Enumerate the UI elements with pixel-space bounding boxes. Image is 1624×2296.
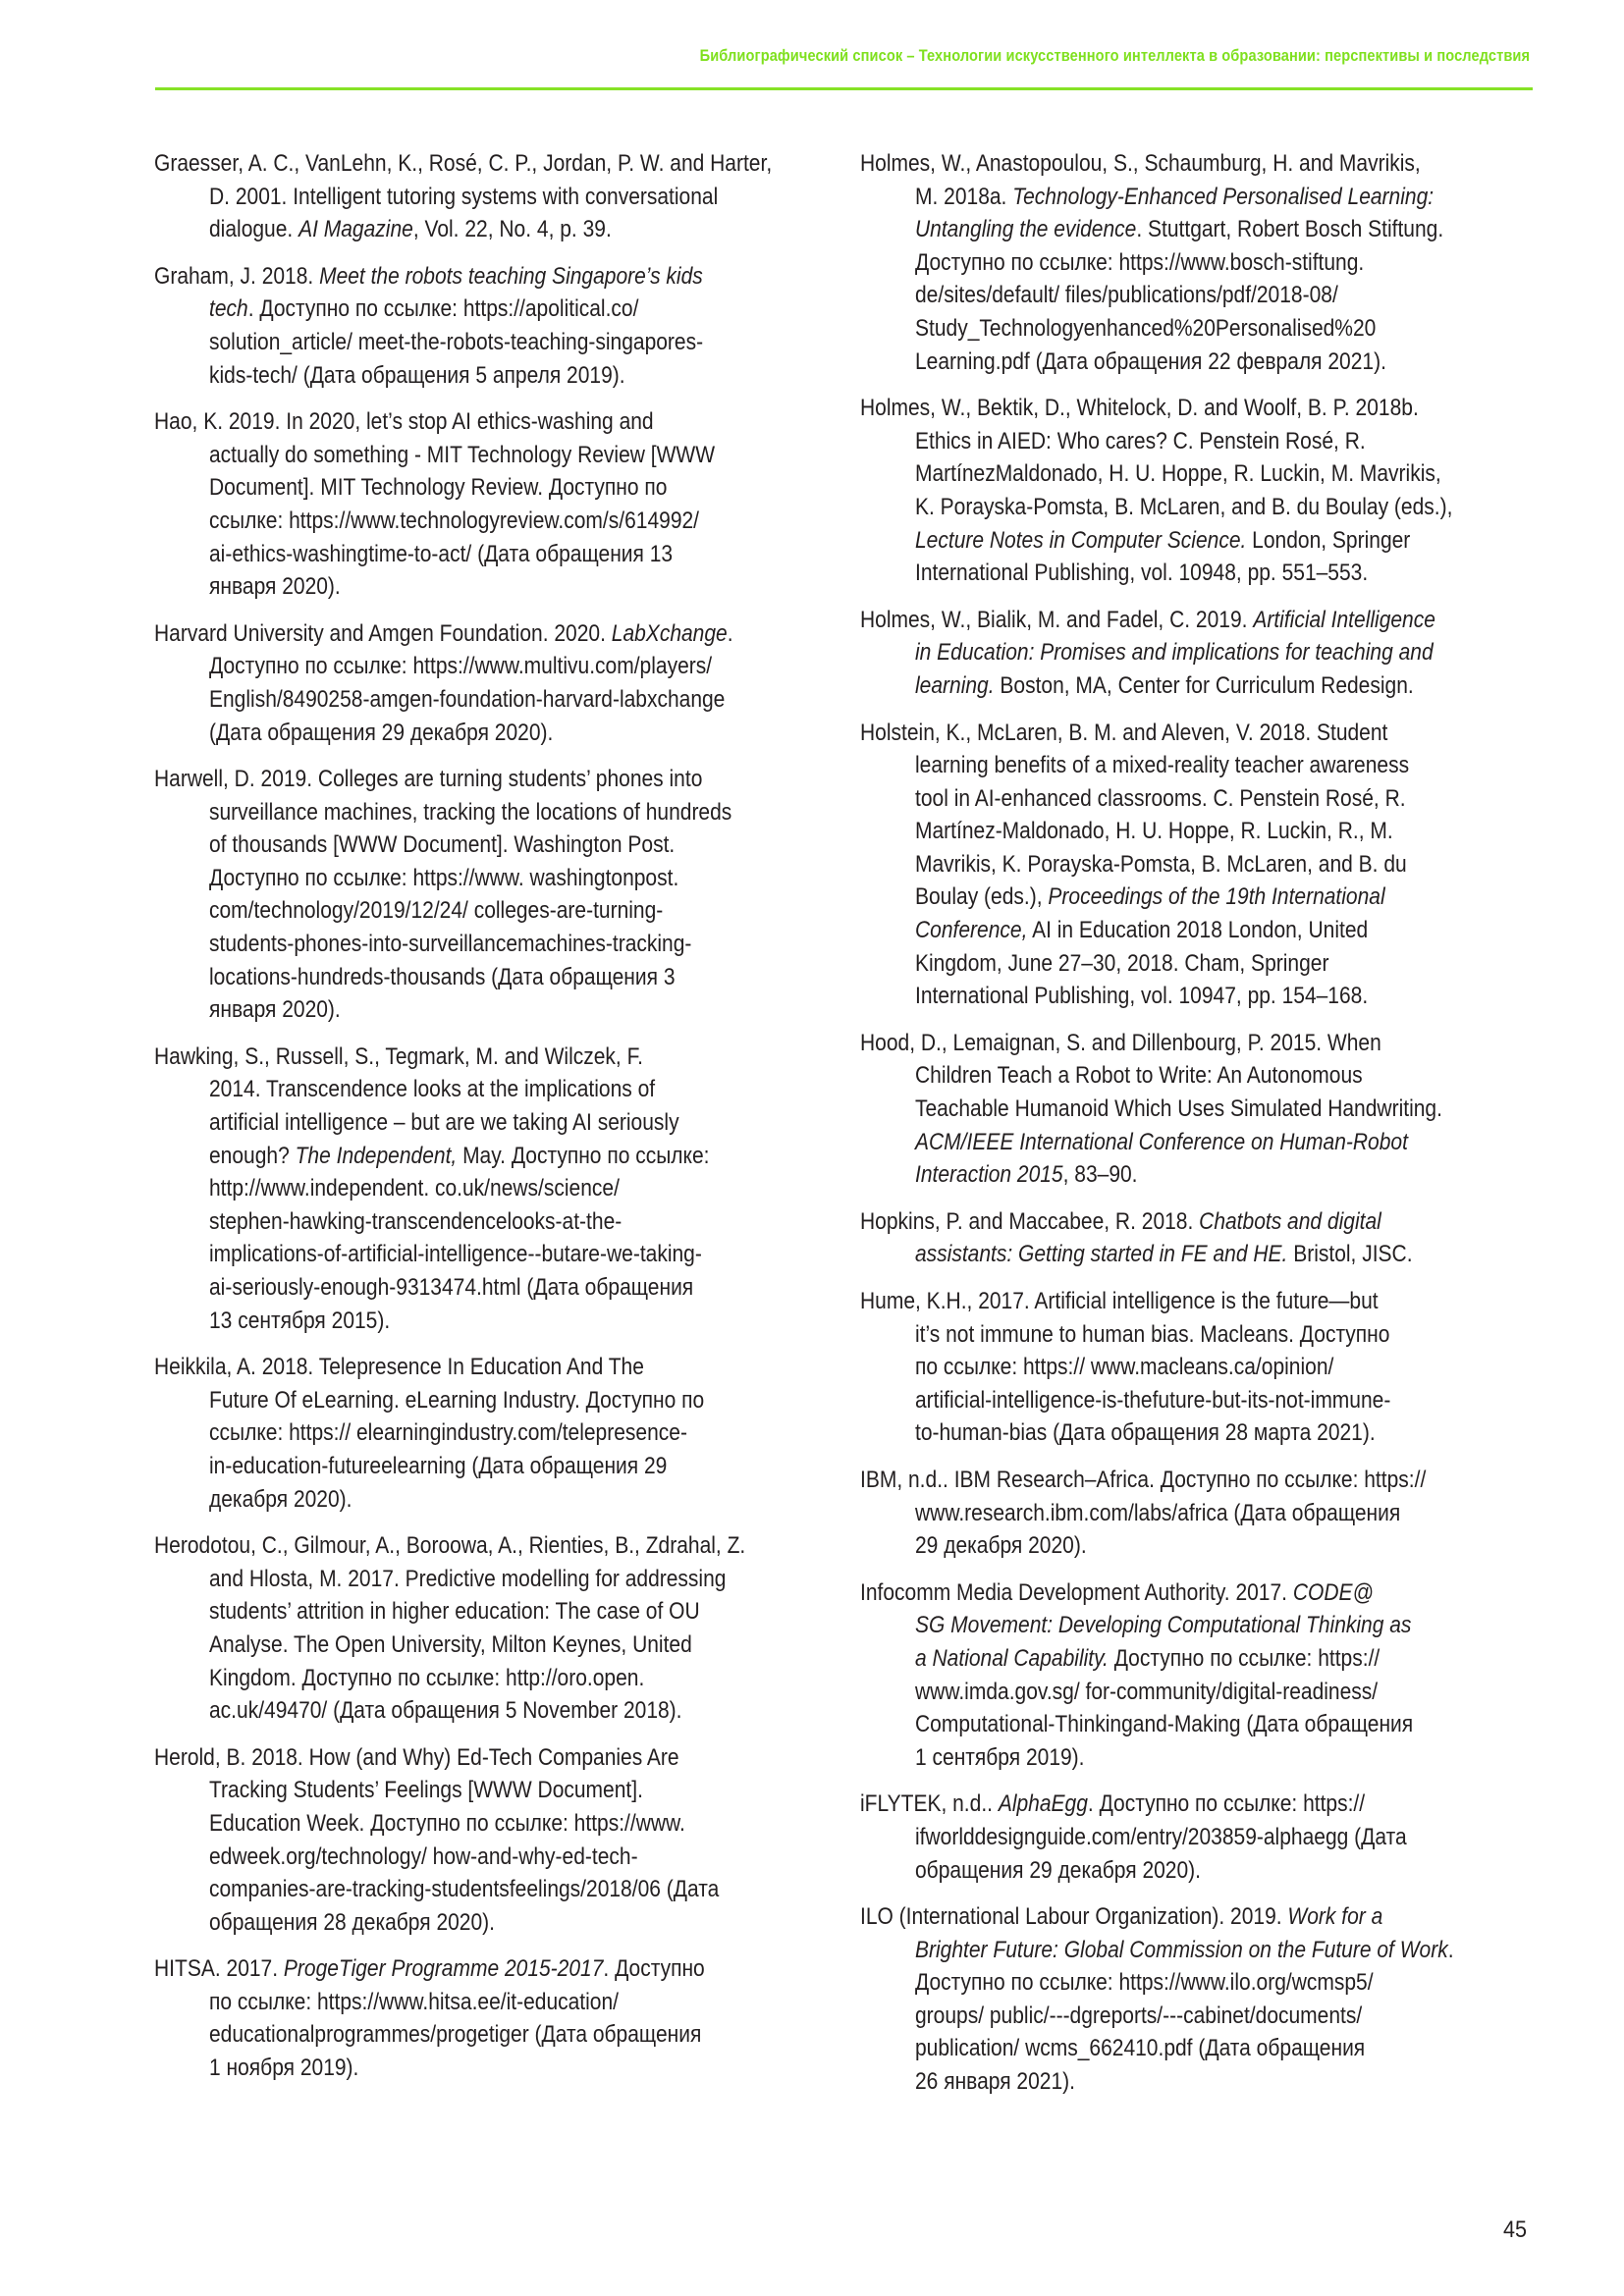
entry-line: www.imda.gov.sg/ for-community/digital-readiness/: [915, 1678, 1379, 1705]
entry-line: 1 сентября 2019).: [915, 1743, 1085, 1771]
entry-line: in Education: Promises and implications for teaching and: [915, 639, 1434, 667]
entry-line: MartínezMaldonado, H. U. Hoppe, R. Luckin, M. Mavrikis,: [915, 460, 1441, 488]
entry-line: groups/ public/---dgreports/---cabinet/documents/: [915, 2002, 1363, 2029]
entry-line: Study_Technologyenhanced%20Personalised%20: [915, 314, 1377, 342]
entry-line: Learning.pdf (Дата обращения 22 февраля 2021).: [915, 347, 1386, 375]
running-header: Библиографический список – Технологии искусственного интеллекта в образовании: перспективы и последствия: [699, 46, 1530, 65]
bibliography-entry: [154, 147, 841, 246]
entry-line: implications-of-artificial-intelligence--butare-we-taking-: [209, 1241, 702, 1268]
entry-line: stephen-hawking-transcendencelooks-at-the-: [209, 1207, 623, 1235]
entry-line: English/8490258-amgen-foundation-harvard-labxchange: [209, 685, 726, 713]
entry-line: tool in AI-enhanced classrooms. C. Penstein Rosé, R.: [915, 784, 1406, 812]
entry-line: to-human-bias (Дата обращения 28 марта 2021).: [915, 1419, 1376, 1447]
bibliography-entry: [860, 604, 1547, 703]
entry-line: Доступно по ссылке: https://www.ilo.org/wcmsp5/: [915, 1969, 1374, 1997]
header-rule: [155, 87, 1533, 90]
entry-line: (Дата обращения 29 декабря 2020).: [209, 719, 554, 746]
entry-line: Heikkila, A. 2018. Telepresence In Education And The: [154, 1354, 644, 1381]
bibliography-entry: [154, 260, 841, 392]
bibliography-column-left: [154, 147, 841, 2099]
bibliography-entry: [860, 1900, 1547, 2099]
entry-line: Доступно по ссылке: https://www.multivu.com/players/: [209, 653, 713, 680]
bibliography-entry: [860, 1464, 1547, 1563]
entry-line: publication/ wcms_662410.pdf (Дата обращения: [915, 2035, 1366, 2062]
entry-line: Children Teach a Robot to Write: An Autonomous: [915, 1062, 1363, 1090]
entry-line: обращения 28 декабря 2020).: [209, 1908, 496, 1936]
entry-line: Herold, B. 2018. How (and Why) Ed-Tech Companies Are: [154, 1743, 679, 1771]
entry-line: HITSA. 2017. ProgeTiger Programme 2015-2017. Доступно: [154, 1955, 705, 1983]
entry-line: 2014. Transcendence looks at the implications of: [209, 1076, 656, 1103]
entry-line: dialogue. AI Magazine, Vol. 22, No. 4, p. 39.: [209, 216, 612, 243]
bibliography-entry: [154, 405, 841, 604]
entry-line: K. Porayska-Pomsta, B. McLaren, and B. du Boulay (eds.),: [915, 493, 1453, 520]
entry-line: Herodotou, C., Gilmour, A., Boroowa, A., Rienties, B., Zdrahal, Z.: [154, 1532, 746, 1560]
entry-line: Graesser, A. C., VanLehn, K., Rosé, C. P., Jordan, P. W. and Harter,: [154, 150, 773, 177]
bibliography-entry: [860, 392, 1547, 590]
entry-line: enough? The Independent, May. Доступно по ссылке:: [209, 1142, 710, 1169]
entry-line: educationalprogrammes/progetiger (Дата обращения: [209, 2021, 702, 2049]
entry-line: Доступно по ссылке: https://www. washingtonpost.: [209, 864, 679, 891]
bibliography-entry: [154, 1041, 841, 1337]
entry-line: Lecture Notes in Computer Science. London, Springer: [915, 526, 1411, 554]
entry-line: января 2020).: [209, 996, 341, 1024]
entry-line: IBM, n.d.. IBM Research–Africa. Доступно по ссылке: https://: [860, 1466, 1427, 1493]
page-number: 45: [1503, 2216, 1528, 2243]
entry-line: по ссылке: https:// www.macleans.ca/opinion/: [915, 1354, 1334, 1381]
entry-line: ссылке: https:// elearningindustry.com/telepresence-: [209, 1419, 687, 1447]
entry-line: D. 2001. Intelligent tutoring systems with conversational: [209, 183, 719, 210]
entry-line: students’ attrition in higher education: The case of OU: [209, 1598, 700, 1626]
entry-line: Hume, K.H., 2017. Artificial intelligence is the future—but: [860, 1288, 1379, 1314]
entry-line: Future Of eLearning. eLearning Industry. Доступно по: [209, 1386, 705, 1414]
entry-line: обращения 29 декабря 2020).: [915, 1856, 1202, 1884]
entry-line: Graham, J. 2018. Meet the robots teaching Singapore’s kids: [154, 262, 703, 290]
entry-line: ссылке: https://www.technologyreview.com/s/614992/: [209, 507, 700, 534]
entry-line: International Publishing, vol. 10948, pp. 551–553.: [915, 560, 1369, 587]
entry-line: Document]. MIT Technology Review. Доступно по: [209, 474, 668, 502]
bibliography-entry: [154, 1952, 841, 2084]
entry-line: Mavrikis, K. Porayska-Pomsta, B. McLaren, and B. du: [915, 850, 1407, 878]
entry-line: of thousands [WWW Document]. Washington Post.: [209, 831, 676, 859]
entry-line: ACM/IEEE International Conference on Human-Robot: [915, 1128, 1408, 1155]
bibliography-entry: [154, 617, 841, 749]
entry-line: surveillance machines, tracking the locations of hundreds: [209, 798, 732, 826]
entry-line: 29 декабря 2020).: [915, 1532, 1087, 1560]
entry-line: Interaction 2015, 83–90.: [915, 1161, 1138, 1189]
entry-line: Teachable Humanoid Which Uses Simulated Handwriting.: [915, 1095, 1442, 1123]
entry-line: it’s not immune to human bias. Macleans. Доступно: [915, 1320, 1390, 1348]
entry-line: Ethics in AIED: Who cares? C. Penstein Rosé, R.: [915, 427, 1366, 454]
entry-line: по ссылке: https://www.hitsa.ee/it-education/: [209, 1988, 620, 2015]
entry-line: 1 ноября 2019).: [209, 2055, 359, 2082]
entry-line: Untangling the evidence. Stuttgart, Robert Bosch Stiftung.: [915, 216, 1444, 243]
entry-line: learning. Boston, MA, Center for Curriculum Redesign.: [915, 671, 1414, 699]
entry-line: learning benefits of a mixed-reality teacher awareness: [915, 752, 1410, 779]
bibliography-entry: [860, 1027, 1547, 1192]
entry-line: 26 января 2021).: [915, 2068, 1075, 2096]
entry-line: and Hlosta, M. 2017. Predictive modelling for addressing: [209, 1565, 727, 1592]
entry-line: artificial-intelligence-is-thefuture-but-its-not-immune-: [915, 1386, 1391, 1414]
entry-line: M. 2018a. Technology-Enhanced Personalised Learning:: [915, 183, 1435, 210]
entry-line: assistants: Getting started in FE and HE. Bristol, JISC.: [915, 1241, 1413, 1268]
entry-line: 13 сентября 2015).: [209, 1307, 391, 1334]
entry-line: Education Week. Доступно по ссылке: https://www.: [209, 1809, 685, 1837]
bibliography-entry: [860, 1285, 1547, 1450]
entry-line: января 2020).: [209, 573, 341, 601]
entry-line: Infocomm Media Development Authority. 2017. CODE@: [860, 1578, 1374, 1606]
bibliography-entry: [860, 717, 1547, 1013]
entry-line: de/sites/default/ files/publications/pdf/2018-08/: [915, 282, 1338, 309]
entry-line: Holmes, W., Anastopoulou, S., Schaumburg, H. and Mavrikis,: [860, 150, 1421, 177]
entry-line: Harvard University and Amgen Foundation. 2020. LabXchange.: [154, 619, 733, 647]
bibliography-entry: [154, 763, 841, 1027]
entry-line: ILO (International Labour Organization). 2019. Work for a: [860, 1903, 1383, 1931]
entry-line: Martínez-Maldonado, H. U. Hoppe, R. Luckin, R., M.: [915, 818, 1393, 845]
entry-line: Holmes, W., Bialik, M. and Fadel, C. 2019. Artificial Intelligence: [860, 606, 1435, 633]
entry-line: Analyse. The Open University, Milton Keynes, United: [209, 1630, 692, 1658]
entry-line: solution_article/ meet-the-robots-teaching-singapores-: [209, 328, 704, 355]
entry-line: Holstein, K., McLaren, B. M. and Aleven, V. 2018. Student: [860, 719, 1388, 746]
entry-line: edweek.org/technology/ how-and-why-ed-tech-: [209, 1842, 638, 1870]
entry-line: Доступно по ссылке: https://www.bosch-stiftung.: [915, 248, 1365, 276]
entry-line: Brighter Future: Global Commission on the Future of Work.: [915, 1936, 1454, 1963]
entry-line: students-phones-into-surveillancemachines-tracking-: [209, 931, 692, 958]
entry-line: Computational-Thinkingand-Making (Дата обращения: [915, 1711, 1414, 1738]
entry-line: com/technology/2019/12/24/ colleges-are-turning-: [209, 897, 664, 925]
entry-line: ai-seriously-enough-9313474.html (Дата обращения: [209, 1274, 694, 1301]
entry-line: Kingdom, June 27–30, 2018. Cham, Springer: [915, 949, 1329, 977]
entry-line: Hao, K. 2019. In 2020, let’s stop AI ethics-washing and: [154, 408, 654, 436]
entry-line: locations-hundreds-thousands (Дата обращения 3: [209, 963, 676, 990]
bibliography-entry: [154, 1741, 841, 1940]
entry-line: International Publishing, vol. 10947, pp. 154–168.: [915, 983, 1369, 1010]
bibliography-entry: [860, 1576, 1547, 1775]
entry-line: ai-ethics-washingtime-to-act/ (Дата обращения 13: [209, 540, 674, 567]
bibliography-entry: [154, 1351, 841, 1516]
bibliography-entry: [860, 147, 1547, 378]
entry-line: Kingdom. Доступно по ссылке: http://oro.open.: [209, 1664, 645, 1691]
entry-line: Boulay (eds.), Proceedings of the 19th International: [915, 883, 1385, 911]
entry-line: artificial intelligence – but are we taking AI seriously: [209, 1109, 679, 1137]
entry-line: Holmes, W., Bektik, D., Whitelock, D. and Woolf, B. P. 2018b.: [860, 395, 1419, 422]
entry-line: kids-tech/ (Дата обращения 5 апреля 2019).: [209, 361, 625, 389]
bibliography-entry: [860, 1788, 1547, 1887]
entry-line: ac.uk/49470/ (Дата обращения 5 November 2018).: [209, 1697, 682, 1725]
entry-line: Harwell, D. 2019. Colleges are turning students’ phones into: [154, 766, 703, 793]
entry-line: Hopkins, P. and Maccabee, R. 2018. Chatbots and digital: [860, 1207, 1381, 1235]
entry-line: Conference, AI in Education 2018 London, United: [915, 917, 1369, 944]
entry-line: Tracking Students’ Feelings [WWW Document].: [209, 1777, 643, 1804]
entry-line: SG Movement: Developing Computational Thinking as: [915, 1612, 1412, 1639]
bibliography-entry: [154, 1529, 841, 1728]
bibliography-entry: [860, 1205, 1547, 1271]
entry-line: companies-are-tracking-studentsfeelings/2018/06 (Дата: [209, 1876, 720, 1903]
entry-line: www.research.ibm.com/labs/africa (Дата обращения: [915, 1499, 1401, 1526]
entry-line: a National Capability. Доступно по ссылке: https://: [915, 1644, 1380, 1672]
entry-line: actually do something - MIT Technology Review [WWW: [209, 441, 716, 468]
bibliography-column-right: [860, 147, 1547, 2112]
entry-line: Hawking, S., Russell, S., Tegmark, M. and Wilczek, F.: [154, 1042, 643, 1070]
entry-line: декабря 2020).: [209, 1485, 352, 1513]
entry-line: Hood, D., Lemaignan, S. and Dillenbourg, P. 2015. When: [860, 1029, 1381, 1056]
entry-line: tech. Доступно по ссылке: https://apolitical.co/: [209, 295, 639, 323]
entry-line: http://www.independent. co.uk/news/science/: [209, 1175, 620, 1202]
entry-line: ifworlddesignguide.com/entry/203859-alphaegg (Дата: [915, 1823, 1407, 1850]
entry-line: in-education-futureelearning (Дата обращения 29: [209, 1452, 668, 1479]
entry-line: iFLYTEK, n.d.. AlphaEgg. Доступно по ссылке: https://: [860, 1790, 1366, 1818]
